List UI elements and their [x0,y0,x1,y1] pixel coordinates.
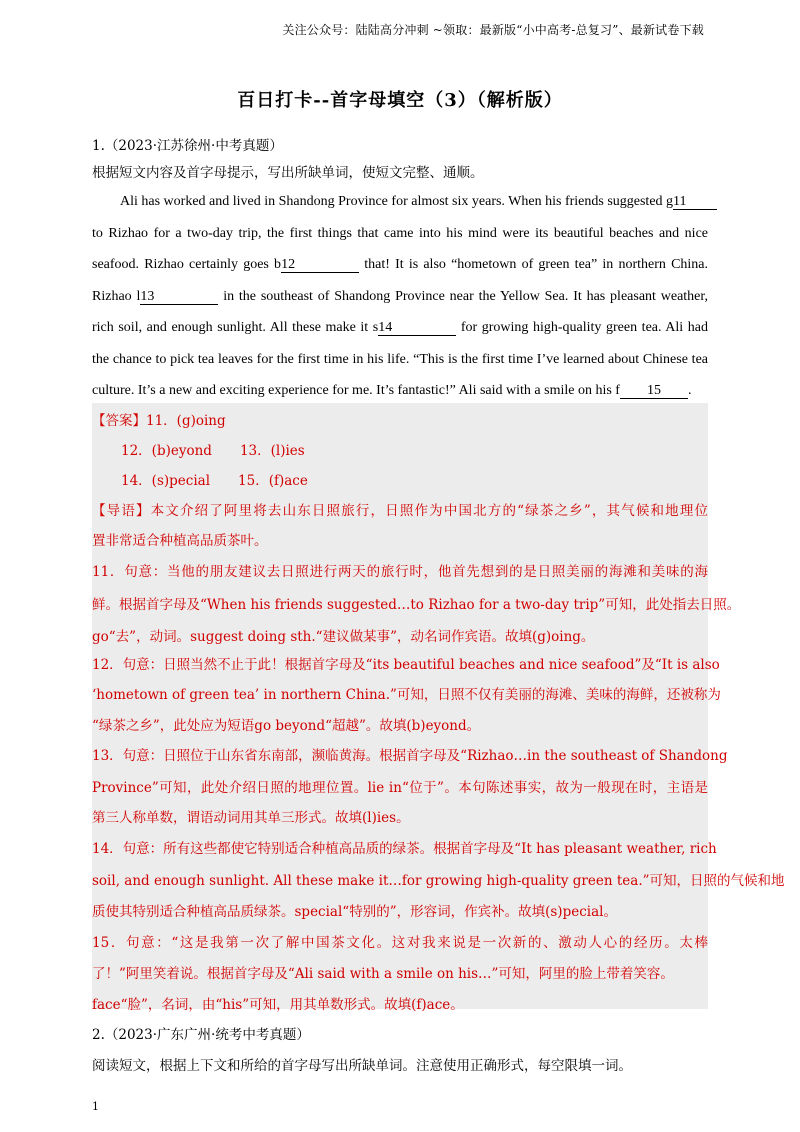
passage-text: seafood. Rizhao certainly goes b [92,257,282,272]
passage-line [92,344,708,376]
passage-line [92,218,708,250]
passage-line [92,281,708,313]
explanation-line: 13．句意：日照位于山东省东南部，濒临黄海。根据首字母及“Rizhao…in the southeast of Shandong [92,748,728,764]
passage-text: to Rizhao for a two-day trip, the first things that came into his mind were its beautiful beaches and nice [92,225,708,241]
question-1-instruction: 根据短文内容及首字母提示，写出所缺单词，使短文完整、通顺。 [92,165,484,181]
passage-line [92,312,708,344]
guide-line: 【导语】本文介绍了阿里将去山东日照旅行，日照作为中国北方的“绿茶之乡”，其气候和地理位 [92,503,708,519]
question-1-source: 1.（2023·江苏徐州·中考真题） [92,138,283,154]
passage-text: that! It is also “hometown of green tea” in northern China. [364,257,709,272]
answer-line [92,409,226,429]
blank-14: 14 [378,321,456,336]
answer-label: 【答案】 [92,413,146,429]
passage-line [92,186,708,218]
passage-text: . [687,383,692,398]
blank-13: 13 [140,290,218,305]
explanation-line: 15．句意：“这是我第一次了解中国茶文化。这对我来说是一次新的、激动人心的经历。太棒 [92,935,708,951]
explanation-line: soil, and enough sunlight. All these make it…for growing high-quality green tea.”可知，日照的气候和地 [92,873,785,889]
passage-text: culture. It’s a new and exciting experience for me. It’s fantastic!” Ali said with a smile on his f [92,383,620,398]
question-2-instruction: 阅读短文，根据上下文和所给的首字母写出所缺单词。注意使用正确形式，每空限填一词。 [92,1058,632,1074]
answer-15: 15．(f)ace [238,473,308,489]
blank-15: 15 [620,384,688,399]
explanation-line: 了！”阿里笑着说。根据首字母及“Ali said with a smile on his…”可知，阿里的脸上带着笑容。 [92,966,674,982]
blank-11: 11 [673,195,717,210]
explanation-line: ‘hometown of green tea’ in northern China.”可知，日照不仅有美丽的海滩、美味的海鲜，还被称为 [92,687,721,703]
explanation-line: 鲜。根据首字母及“When his friends suggested…to Rizhao for a two-day trip”可知，此处指去日照。 [92,597,741,613]
passage-line [92,249,708,281]
explanation-line: 第三人称单数，谓语动词用其单三形式。故填(l)ies。 [92,810,410,826]
page-title: 百日打卡--首字母填空（3）（解析版） [237,90,563,111]
explanation-line: face“脸”，名词，由“his”可知，用其单数形式。故填(f)ace。 [92,997,464,1013]
blank-12: 12 [281,258,359,273]
passage-text: rich soil, and enough sunlight. All these make it s [92,320,379,335]
page-header: 关注公众号：陆陆高分冲刺 ~领取：最新版“小中高考-总复习”、最新试卷下载 [282,23,704,37]
question-2-source: 2.（2023·广东广州·统考中考真题） [92,1027,310,1043]
explanation-line: 11．句意：当他的朋友建议去日照进行两天的旅行时，他首先想到的是日照美丽的海滩和美味的海 [92,564,708,580]
passage-text: Rizhao l [92,288,141,304]
passage-text: the chance to pick tea leaves for the first time in his life. “This is the first time I’ve learned about Chinese tea [92,351,708,367]
guide-line: 置非常适合种植高品质茶叶。 [92,533,268,549]
answer-12: 12．(b)eyond [121,443,212,459]
answer-11: 11．(g)oing [146,413,226,429]
answer-line [121,469,308,489]
answer-13: 13．(l)ies [239,443,305,459]
passage-line [92,375,708,407]
question-1-passage [92,186,708,407]
explanation-line: Province”可知，此处介绍日照的地理位置。lie in“位于”。本句陈述事实，故为一般现在时，主语是 [92,780,708,796]
page-number: 1 [92,1100,99,1113]
explanation-line: 质使其特别适合种植高品质绿茶。special“特别的”，形容词，作宾补。故填(s)pecial。 [92,904,617,920]
passage-text: Ali has worked and lived in Shandong Province for almost six years. When his friends suggested g [120,194,674,209]
answer-14: 14．(s)pecial [121,473,211,489]
explanation-line: 12．句意：日照当然不止于此！根据首字母及“its beautiful beaches and nice seafood”及“It is also [92,657,720,673]
passage-text: for growing high-quality green tea. Ali had [460,320,708,335]
answer-line [121,439,305,459]
passage-text: in the southeast of Shandong Province near the Yellow Sea. It has pleasant weather, [223,288,708,304]
explanation-line: go“去”，动词。suggest doing sth.“建议做某事”，动名词作宾语。故填(g)oing。 [92,629,595,645]
explanation-line: 14．句意：所有这些都使它特别适合种植高品质的绿茶。根据首字母及“It has pleasant weather, rich [92,841,717,857]
explanation-line: “绿茶之乡”，此处应为短语go beyond“超越”。故填(b)eyond。 [92,718,481,734]
